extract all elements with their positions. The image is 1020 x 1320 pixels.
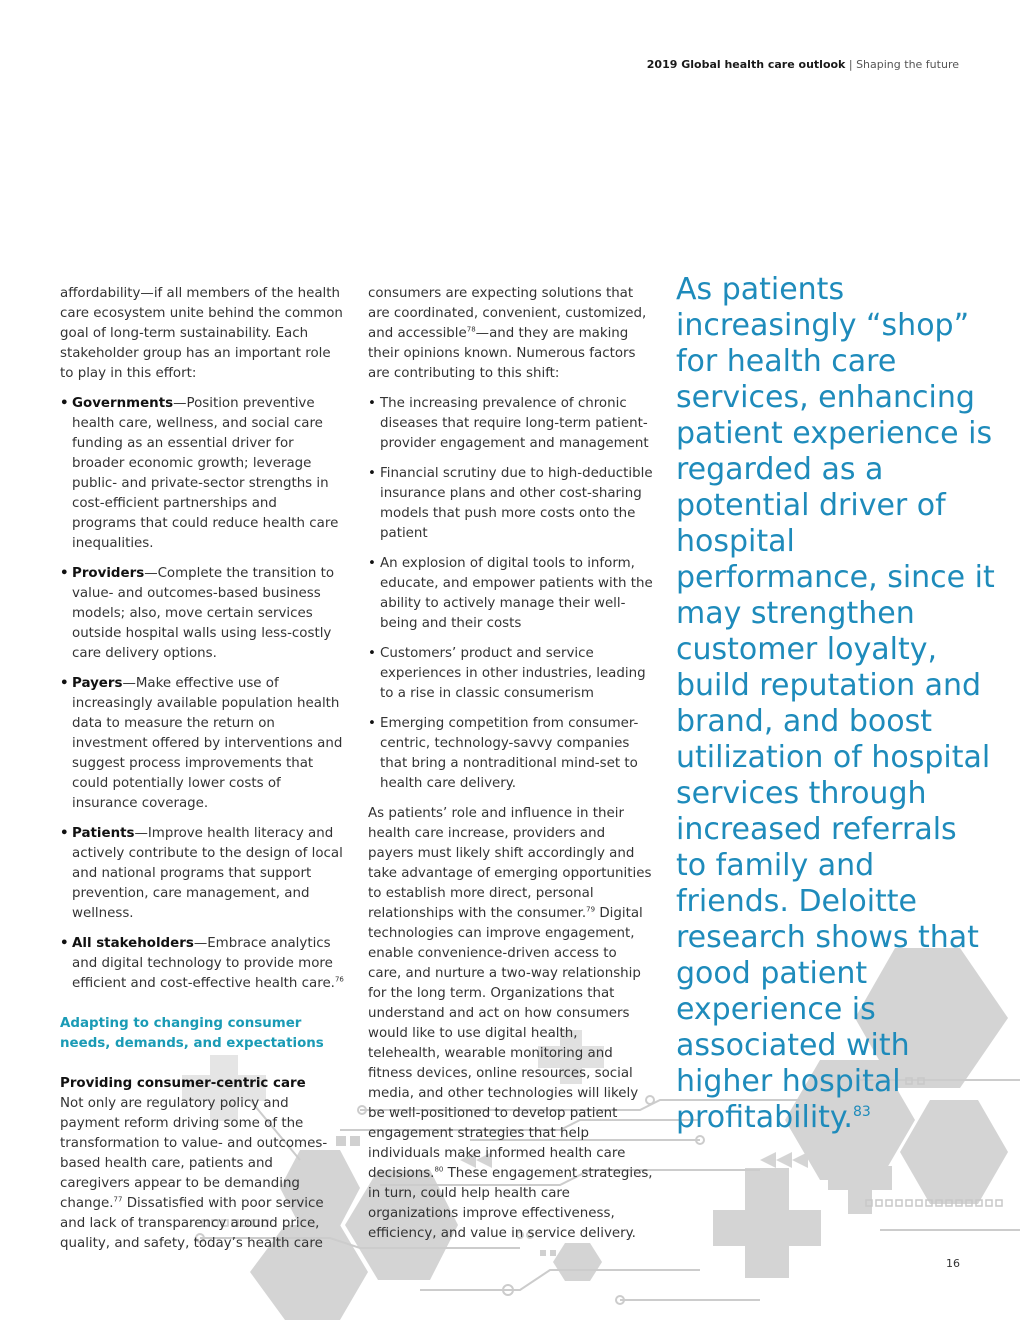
list-item: [60, 824, 345, 924]
bullet-text: —Improve health literacy and actively contribute to the design of local and national programs that support prevention, care management, and wellness.: [72, 826, 343, 921]
paragraph-text: Not only are regulatory policy and payment reform driving some of the transformation to value- and outcomes-based health care, patients and caregivers appear to be demanding change.: [60, 1096, 328, 1211]
bullet-text: —Complete the transition to value- and outcomes-based business models; also, move certain services outside hospital walls using less-costly care delivery options.: [72, 566, 335, 661]
running-header: [647, 58, 959, 71]
page-number: 16: [946, 1257, 960, 1270]
bullet-text: —Position preventive health care, wellness, and social care funding as an essential driver for broader economic growth; leverage public- and private-sector strengths in cost-efficient partnerships and programs that could reduce health care inequalities.: [72, 396, 339, 551]
bullet-term: All stakeholders: [72, 936, 194, 951]
publication-title: 2019 Global health care outlook: [646, 58, 846, 71]
footnote-ref: 83: [852, 1104, 871, 1120]
body-paragraph: [368, 804, 653, 1244]
paragraph-text: Digital technologies can improve engagement, enable convenience-driven access to care, and nurture a two-way relationship for the long term. Organizations that understand and act on how consumers would like to use digital health, telehealth, wearable monitoring and fitness devices, online resources, social media, and other technologies will likely be well-positioned to develop patient engagement strategies that help individuals make informed health care decisions.: [368, 906, 643, 1181]
footnote-ref: 76: [334, 975, 344, 984]
footnote-ref: 80: [434, 1165, 444, 1174]
footnote-ref: 79: [586, 905, 596, 914]
paragraph-text: Dissatisfied with poor service and lack of transparency around price, quality, and safety, today’s health care: [60, 1196, 324, 1251]
pull-quote: [676, 272, 996, 1136]
list-item: [60, 674, 345, 814]
pull-quote-text: As patients increasingly “shop” for health care services, enhancing patient experience is regarded as a potential driver of hospital performance, since it may strengthen customer loyalty, build reputation and brand, and boost utilization of hospital services through increased referrals to family and friends. Deloitte research shows that good patient experience is associated with higher hospital profitability.: [676, 272, 995, 1135]
publication-subtitle: Shaping the future: [856, 58, 959, 71]
bullet-term: Payers: [72, 676, 123, 691]
list-item: • Emerging competition from consumer-centric, technology-savvy companies that bring a nontraditional mind-set to health care delivery.: [368, 714, 653, 794]
list-item: • Financial scrutiny due to high-deductible insurance plans and other cost-sharing models that push more costs onto the patient: [368, 464, 653, 544]
paragraph-text: These engagement strategies, in turn, could help health care organizations improve effectiveness, efficiency, and value in service delivery.: [368, 1166, 653, 1241]
bullet-term: Governments: [72, 396, 174, 411]
header-separator: |: [845, 58, 857, 71]
list-item: [60, 934, 345, 994]
factors-list: [368, 394, 653, 794]
hexagon-shape: [553, 1243, 602, 1281]
intro-paragraph: affordability—if all members of the health care ecosystem unite behind the common goal of long-term sustainability. Each stakeholder group has an important role to play in this effort:: [60, 286, 343, 381]
stakeholder-list: [60, 394, 345, 994]
footnote-ref: 77: [113, 1195, 123, 1204]
list-item: • The increasing prevalence of chronic diseases that require long-term patient-provider engagement and management: [368, 394, 653, 454]
paragraph-text: —and they are making their opinions known. Numerous factors are contributing to this shift:: [368, 326, 636, 381]
paragraph-text: consumers are expecting solutions that are coordinated, convenient, customized, and accessible: [368, 286, 647, 341]
list-item: [60, 394, 345, 554]
body-paragraph: [60, 1094, 345, 1254]
intro-paragraph: [368, 284, 653, 384]
cross-shape: [713, 1168, 821, 1278]
list-item: • An explosion of digital tools to inform, educate, and empower patients with the ability to actively manage their well-being and their costs: [368, 554, 653, 634]
subsection-heading: Providing consumer-centric care: [60, 1076, 306, 1091]
bullet-text: —Make effective use of increasingly available population health data to measure the return on investment offered by interventions and suggest process improvements that could potentially lower costs of insurance coverage.: [72, 676, 343, 811]
list-item: [60, 564, 345, 664]
text-column-left: [60, 284, 345, 1254]
bullet-term: Providers: [72, 566, 145, 581]
bullet-term: Patients: [72, 826, 135, 841]
list-item: • Customers’ product and service experiences in other industries, leading to a rise in classic consumerism: [368, 644, 653, 704]
section-heading: Adapting to changing consumer needs, demands, and expectations: [60, 1016, 324, 1051]
footnote-ref: 78: [466, 325, 476, 334]
bullet-text: —Embrace analytics and digital technology to provide more efficient and cost-effective health care.: [72, 936, 335, 991]
paragraph-text: As patients’ role and influence in their health care increase, providers and payers must likely shift accordingly and take advantage of emerging opportunities to establish more direct, personal relationships with the consumer.: [368, 806, 652, 921]
text-column-middle: [368, 284, 653, 1244]
